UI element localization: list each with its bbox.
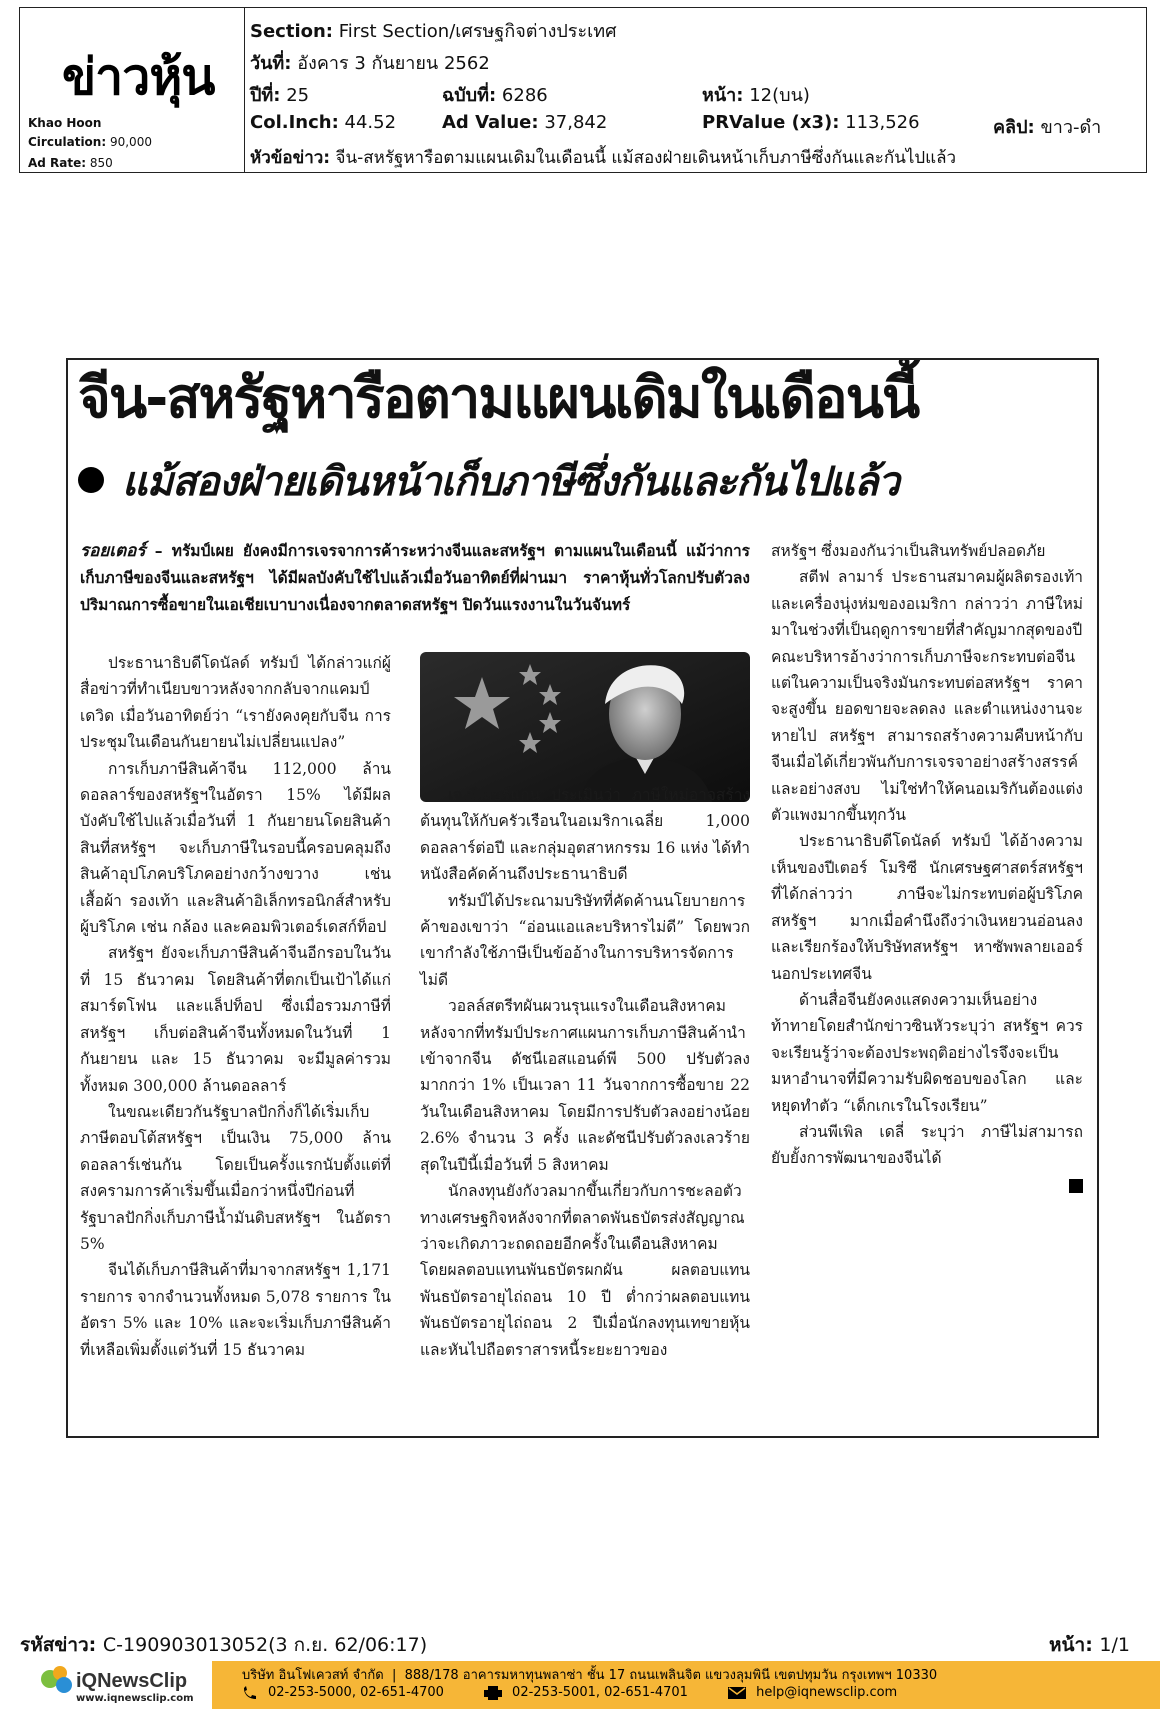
end-mark-row	[771, 1172, 1083, 1198]
article-headline: จีน-สหรัฐหารือตามแผนเดิมในเดือนนี้	[78, 366, 919, 431]
date-row: วันที่: อังคาร 3 กันยายน 2562	[250, 53, 490, 74]
paragraph: การเก็บภาษีสินค้าจีน 112,000 ล้านดอลลาร์ของสหรัฐฯในอัตรา 15% ได้มีผลบังคับใช้ไปแล้วเมื่อวันที่ 1 กันยายนโดยสินค้าสินที่สหรัฐฯ จะเก็บภาษีในรอบนี้ครอบคลุมถึงสินค้าอุปโภคบริโภคอย่างกว้างขวาง เช่น เสื้อผ้า รองเท้า และสินค้าอิเล็กทรอนิกส์สำหรับผู้บริโภค เช่น กล้อง และคอมพิวเตอร์เดสก์ท็อป	[80, 759, 391, 937]
end-of-article-icon	[1069, 1179, 1083, 1193]
issue-field: ฉบับที่: 6286	[442, 85, 548, 106]
paragraph: เจ.พี.มอร์แกน ประเมินว่า ภาษีใหม่อาจสร้างต้นทุนให้กับครัวเรือนในอเมริกาเฉลี่ย 1,000 ดอลลาร์ต่อปี และกลุ่มอุตสาหกรรม 16 แห่ง ได้ทำหนังสือคัดค้านถึงประธานาธิบดี	[420, 786, 750, 884]
paragraph: ประธานาธิบดีโดนัลด์ ทรัมป์ ได้กล่าวแก่ผู้สื่อข่าวที่ทำเนียบขาวหลังจากกลับจากแคมป์เดวิด เมื่อวันอาทิตย์ว่า “เรายังคงคุยกับจีน การประชุมในเดือนกันยายนไม่เปลี่ยนแปลง”	[80, 654, 391, 752]
article-lead	[80, 538, 750, 619]
ad-rate: Ad Rate: 850	[28, 156, 113, 170]
paragraph: จีนได้เก็บภาษีสินค้าที่มาจากสหรัฐฯ 1,171 รายการ จากจำนวนทั้งหมด 5,078 รายการ ในอัตรา 5% และ 10% และจะเริ่มเก็บภาษีสินค้าที่เหลือเพิ่มตั้งแต่วันที่ 15 ธันวาคม	[80, 1261, 391, 1359]
paragraph: ในขณะเดียวกันรัฐบาลปักกิ่งก็ได้เริ่มเก็บภาษีตอบโต้สหรัฐฯ เป็นเงิน 75,000 ล้านดอลลาร์เช่นกัน โดยเป็นครั้งแรกนับตั้งแต่ที่สงครามการค้าเริ่มขึ้นเมื่อกว่าหนึ่งปีก่อนที่รัฐบาลปักกิ่งเก็บภาษีน้ำมันดิบสหรัฐฯ ในอัตรา 5%	[80, 1102, 391, 1253]
article-column-3	[771, 538, 1083, 1198]
paragraph: วอลล์สตรีทผันผวนรุนแรงในเดือนสิงหาคมหลังจากที่ทรัมป์ประกาศแผนการเก็บภาษีสินค้านำเข้าจากจีน ดัชนีเอสแอนด์พี 500 ปรับตัวลงมากกว่า 1% เป็นเวลา 11 วันจากการซื้อขาย 22 วันในเดือนสิงหาคม โดยมีการปรับตัวลงอย่างน้อย 2.6% จำนวน 3 ครั้ง และดัชนีปรับตัวลงเลวร้ายสุดในปีนี้เมื่อวันที่ 5 สิงหาคม	[420, 997, 750, 1174]
section-row: Section: First Section/เศรษฐกิจต่างประเทศ	[250, 21, 617, 42]
prvalue-field: PRValue (x3): 113,526	[702, 112, 920, 133]
paragraph: นักลงทุนยังกังวลมากขึ้นเกี่ยวกับการชะลอตัวทางเศรษฐกิจหลังจากที่ตลาดพันธบัตรส่งสัญญาณว่าจะเกิดภาวะถดถอยอีกครั้งในเดือนสิงหาคม โดยผลตอบแทนพันธบัตรผกผัน ผลตอบแทนพันธบัตรอายุไถ่ถอน 10 ปี ต่ำกว่าผลตอบแทนพันธบัตรอายุไถ่ถอน 2 ปีเมื่อนักลงทุนเทขายหุ้นและหันไปถือตราสารหนี้ระยะยาวของ	[420, 1182, 750, 1359]
publication-panel	[20, 8, 245, 172]
publication-logo: ข่าวหุ้น	[62, 48, 215, 106]
year-field: ปีที่: 25	[250, 85, 310, 106]
mail-icon	[728, 1687, 746, 1699]
bullet-icon	[78, 467, 104, 493]
page-field: หน้า: 12(บน)	[702, 85, 810, 106]
phone-contact: 02-253-5000, 02-651-4700	[242, 1685, 444, 1700]
clip-type-field: คลิป: ขาว-ดำ	[993, 117, 1102, 138]
page-number: หน้า: 1/1	[1049, 1634, 1130, 1656]
paragraph: สหรัฐฯ ยังจะเก็บภาษีสินค้าจีนอีกรอบในวันที่ 15 ธันวาคม โดยสินค้าที่ตกเป็นเป้าได้แก่สมาร์ตโฟน และแล็ปท็อป ซึ่งเมื่อรวมภาษีที่สหรัฐฯ เก็บต่อสินค้าจีนทั้งหมดในวันที่ 1 กันยายน และ 15 ธันวาคม จะมีมูลค่ารวมทั้งหมด 300,000 ล้านดอลลาร์	[80, 944, 391, 1095]
article-column-2	[420, 782, 750, 1363]
byline: รอยเตอร์	[80, 541, 146, 561]
paragraph: ทรัมป์ได้ประณามบริษัทที่คัดค้านนโยบายการค้าของเขาว่า “อ่อนแอและบริหารไม่ดี” โดยพวกเขากำลังใช้ภาษีเป็นข้ออ้างในการบริหารจัดการไม่ดี	[420, 891, 750, 989]
article-photo	[420, 652, 750, 802]
logo-url[interactable]: www.iqnewsclip.com	[76, 1693, 194, 1704]
circulation: Circulation: 90,000	[28, 135, 152, 149]
paragraph: สตีฟ ลามาร์ ประธานสมาคมผู้ผลิตรองเท้าและเครื่องนุ่งห่มของอเมริกา กล่าวว่า ภาษีใหม่มาในช่วงที่เป็นฤดูการขายที่สำคัญมากสุดของปี คณะบริหารอ้างว่าการเก็บภาษีจะกระทบต่อจีน แต่ในความเป็นจริงมันกระทบต่อสหรัฐฯ ราคาจะสูงขึ้น ยอดขายจะลดลง และตำแหน่งงานจะหายไป สหรัฐฯ สามารถสร้างความคืบหน้ากับจีนเมื่อได้เกี่ยวพันกับการเจรจาอย่างสร้างสรรค์และอย่างสงบ ไม่ใช่ทำให้คนอเมริกันต้องแต่งตัวแพงมากขึ้นทุกวัน	[771, 568, 1083, 825]
article-column-1	[80, 650, 391, 1363]
colinch-field: Col.Inch: 44.52	[250, 112, 397, 133]
paragraph: ประธานาธิบดีโดนัลด์ ทรัมป์ ได้อ้างความเห็นของปีเตอร์ โมริซี นักเศรษฐศาสตร์สหรัฐฯ ที่ได้กล่าวว่า ภาษีจะไม่กระทบต่อผู้บริโภคสหรัฐฯ มากเมื่อคำนึงถึงว่าเงินหยวนอ่อนลง และเรียกร้องให้บริษัทสหรัฐฯ หาซัพพลายเออร์นอกประเทศจีน	[771, 832, 1083, 983]
news-code: รหัสข่าว: C-190903013052(3 ก.ย. 62/06:17)	[20, 1634, 428, 1656]
fax-icon	[484, 1686, 502, 1700]
publication-name-en: Khao Hoon	[28, 116, 102, 130]
paragraph: สหรัฐฯ ซึ่งมองกันว่าเป็นสินทรัพย์ปลอดภัย	[771, 542, 1046, 560]
fax-contact: 02-253-5001, 02-651-4701	[484, 1685, 688, 1700]
clipping-header	[19, 7, 1147, 173]
clip-meta-panel	[250, 8, 1146, 172]
advalue-field: Ad Value: 37,842	[442, 112, 608, 133]
svg-text:iQNewsClip: iQNewsClip	[76, 1670, 188, 1692]
email-contact[interactable]: help@iqnewsclip.com	[728, 1685, 897, 1700]
paragraph: ส่วนพีเพิล เดลี่ ระบุว่า ภาษีไม่สามารถยับยั้งการพัฒนาของจีนได้	[771, 1122, 1083, 1168]
paragraph: ด้านสื่อจีนยังคงแสดงความเห็นอย่างท้าทายโดยสำนักข่าวซินหัวระบุว่า สหรัฐฯ ควรจะเรียนรู้ว่าจะต้องประพฤติอย่างไรจึงจะเป็นมหาอำนาจที่มีความรับผิดชอบของโลก และหยุดทำตัว “เด็กเกเรในโรงเรียน”	[771, 990, 1083, 1115]
company-address: บริษัท อินโฟเควสท์ จำกัด | 888/178 อาคารมหาทุนพลาซ่า ชั้น 17 ถนนเพลินจิต แขวงลุมพินี เขตปทุมวัน กรุงเทพฯ 10330	[242, 1668, 938, 1683]
headline-row: หัวข้อข่าว: จีน-สหรัฐหารือตามแผนเดิมในเดือนนี้ แม้สองฝ่ายเดินหน้าเก็บภาษีซึ่งกันและกันไปแล้ว	[250, 148, 957, 168]
contact-row	[242, 1685, 933, 1700]
article-subhead: แม้สองฝ่ายเดินหน้าเก็บภาษีซึ่งกันและกันไปแล้ว	[78, 460, 899, 504]
lead-text: – ทรัมป์เผย ยังคงมีการเจรจาการค้าระหว่างจีนและสหรัฐฯ ตามแผนในเดือนนี้ แม้ว่าการเก็บภาษีของจีนและสหรัฐฯ ได้มีผลบังคับใช้ไปแล้วเมื่อวันอาทิตย์ที่ผ่านมา ราคาหุ้นทั่วโลกปรับตัวลง ปริมาณการซื้อขายในเอเชียเบาบางเนื่องจากตลาดสหรัฐฯ ปิดวันแรงงานในวันจันทร์	[80, 542, 750, 614]
phone-icon	[242, 1686, 258, 1700]
article-clipping	[66, 358, 1099, 1438]
